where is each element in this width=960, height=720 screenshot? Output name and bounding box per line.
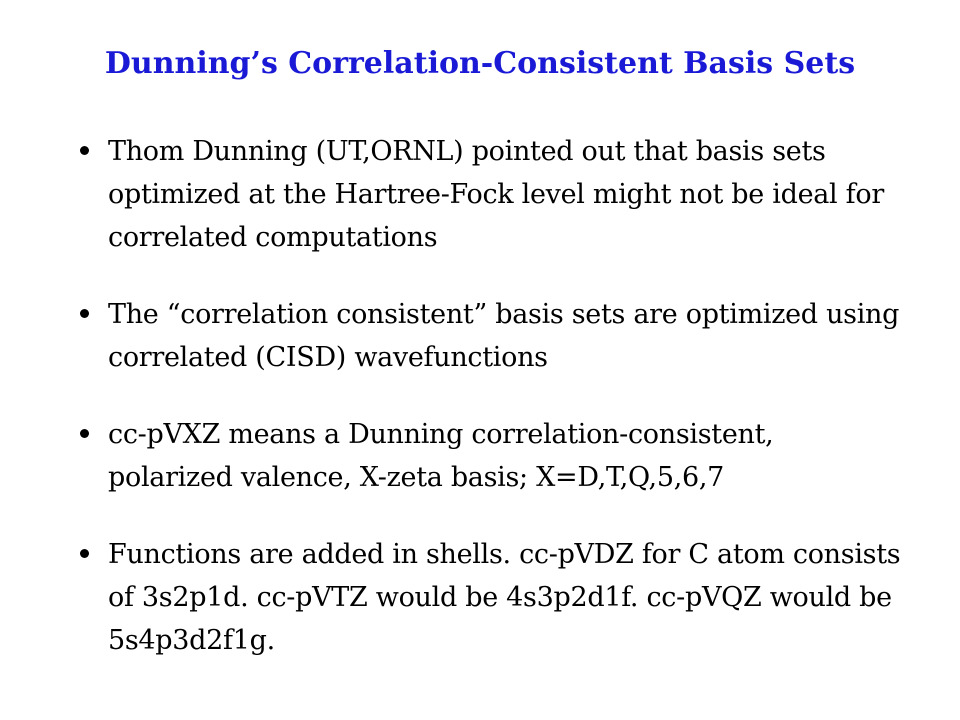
bullet-text: The “correlation consistent” basis sets are optimized using correlated (CISD) wavefunctions: [108, 299, 900, 373]
bullet-dot-icon: [80, 429, 89, 438]
bullet-dot-icon: [80, 549, 89, 558]
slide-title: Dunning’s Correlation-Consistent Basis Sets: [104, 46, 856, 81]
bullet-item: [76, 130, 906, 259]
bullet-text: Functions are added in shells. cc-pVDZ for C atom consists of 3s2p1d. cc-pVTZ would be 4s3p2d1f. cc-pVQZ would be 5s4p3d2f1g.: [108, 539, 901, 656]
bullet-list: [76, 130, 906, 696]
bullet-dot-icon: [80, 146, 89, 155]
bullet-item: [76, 293, 906, 379]
bullet-item: [76, 413, 906, 499]
bullet-dot-icon: [80, 309, 89, 318]
bullet-text: cc-pVXZ means a Dunning correlation-consistent, polarized valence, X-zeta basis; X=D,T,Q,5,6,7: [108, 419, 774, 493]
bullet-item: [76, 533, 906, 662]
bullet-text: Thom Dunning (UT,ORNL) pointed out that basis sets optimized at the Hartree-Fock level might not be ideal for correlated computations: [108, 136, 884, 253]
